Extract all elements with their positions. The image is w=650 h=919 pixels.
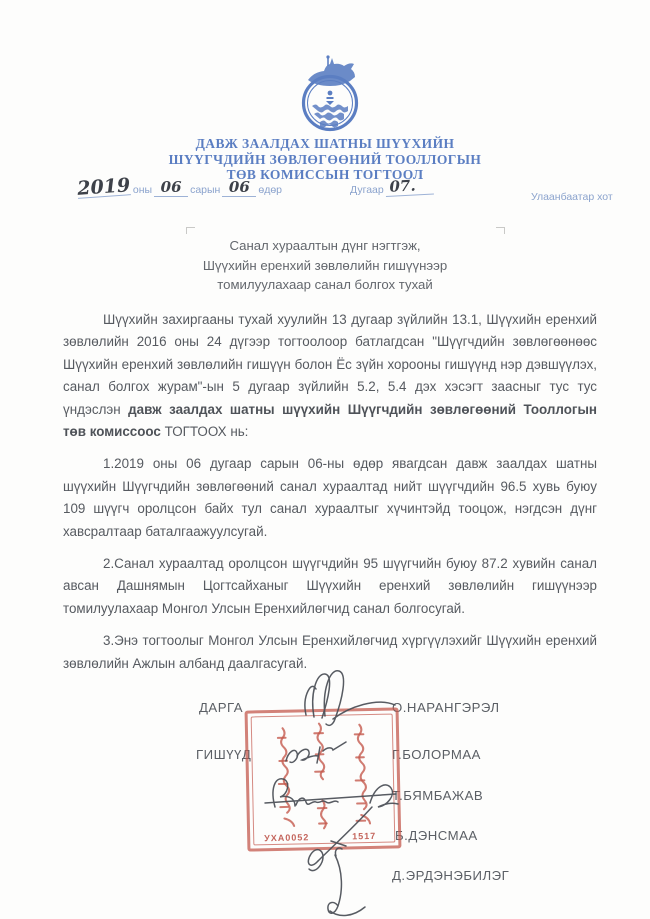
- resolution-subject: [0, 236, 650, 295]
- paragraph-preamble: [63, 309, 597, 443]
- city-label: Улаанбаатар хот: [531, 191, 613, 203]
- year-label: оны: [132, 184, 153, 196]
- day-label: өдөр: [258, 184, 283, 196]
- subject-line-3: томилуулахаар санал болгох тухай: [217, 277, 433, 292]
- stamp-script-icon: [248, 710, 399, 849]
- month-handwritten: 06: [154, 178, 188, 197]
- stamp-serial-right: 1517: [352, 830, 377, 842]
- number-label: Дугаар: [350, 184, 384, 196]
- chairman-label: ДАРГА: [199, 700, 244, 715]
- number-handwritten: 07.: [385, 176, 434, 197]
- paragraph-2: 2.Санал хураалтад оролцсон шүүгчдийн 95 шүүгчийн буюу 87.2 хувийн санал авсан Дашнямын Цогтсайханыг Шүүхийн еренхий зөвлөлийн гишүүнээр томилуулахаар Монгол Улсын Еренхийлөгчид санал болгосугай.: [63, 556, 597, 616]
- year-handwritten: 2019: [76, 174, 131, 200]
- resolution-body: [63, 309, 597, 685]
- subject-line-1: Санал хураалтын дүнг нэгтгэж,: [229, 238, 421, 253]
- template-corner-mark: [496, 227, 505, 234]
- template-corner-mark: [186, 227, 195, 234]
- members-label: ГИШҮҮД: [196, 747, 252, 762]
- preamble-bold: давж заалдах шатны шүүхийн Шүүгчдийн зөвлөгөөний Тооллогын төв комиссоос: [63, 401, 598, 440]
- month-label: сарын: [190, 184, 221, 196]
- member-name: Б.ДЭНСМАА: [395, 828, 478, 843]
- member-name: Т.БЯМБАЖАВ: [392, 788, 484, 803]
- paragraph-3: 3.Энэ тогтоолыг Монгол Улсын Еренхийлөгчид хүргүүлэхийг Шүүхийн еренхий зөвлөлийн Ажлын албанд даалгасугай.: [63, 633, 597, 671]
- paragraph-1: 1.2019 оны 06 дугаар сарын 06-ны өдөр явагдсан давж заалдах шатны шүүхийн Шүүгчдийн зөвлөгөөний санал хураалтад нийт шүүгчдийн 96.5 хувь буюу 109 шүүгч оролцсон байх тул санал хураалтыг хүчинтэйд тооцож, нэгдсэн дүнг хавсралтаар баталгаажуулсугай.: [63, 456, 597, 539]
- letterhead-line-3: ТӨВ КОМИССЫН ТОГТООЛ: [226, 167, 424, 182]
- official-stamp: [245, 707, 402, 851]
- court-emblem-icon: [296, 54, 364, 136]
- member-name: Д.ЭРДЭНЭБИЛЭГ: [392, 868, 510, 883]
- letterhead-line-1: ДАВЖ ЗААЛДАХ ШАТНЫ ШҮҮХИЙН: [195, 136, 455, 151]
- preamble-text: Шүүхийн захиргааны тухай хуулийн 13 дугаар зүйлийн 13.1, Шүүхийн еренхий зөвлөлийн 2016 оны 24 дүгээр тогтоолоор батлагдсан "Шүүгчдийн зөвлөгөөнөөс Шүүхийн еренхий зөвлөлийн гишүүн болон Ёс зүйн хорооны гишүүнд нэр дэвшүүлэх, санал болгох журам"-ын 5 дугаар зүйлийн 5.2, 5.4 дэх хэсэгт заасныг тус тус үндэслэн: [63, 312, 597, 417]
- day-handwritten: 06: [222, 178, 256, 197]
- chairman-name: О.НАРАНГЭРЭЛ: [392, 700, 500, 715]
- stamp-serial-left: УХА0052: [264, 832, 310, 844]
- date-fields: [76, 174, 284, 200]
- subject-line-2: Шүүхийн еренхий зөвлөлийн гишүүнээр: [202, 257, 448, 273]
- letterhead-line-2: ШҮҮГЧДИЙН ЗӨВЛӨГӨӨНИЙ ТООЛЛОГЫН: [168, 151, 482, 167]
- document-number-field: [348, 178, 434, 197]
- member-name: Г.БОЛОРМАА: [392, 747, 481, 762]
- preamble-resolve: ТОГТООХ нь:: [160, 424, 249, 440]
